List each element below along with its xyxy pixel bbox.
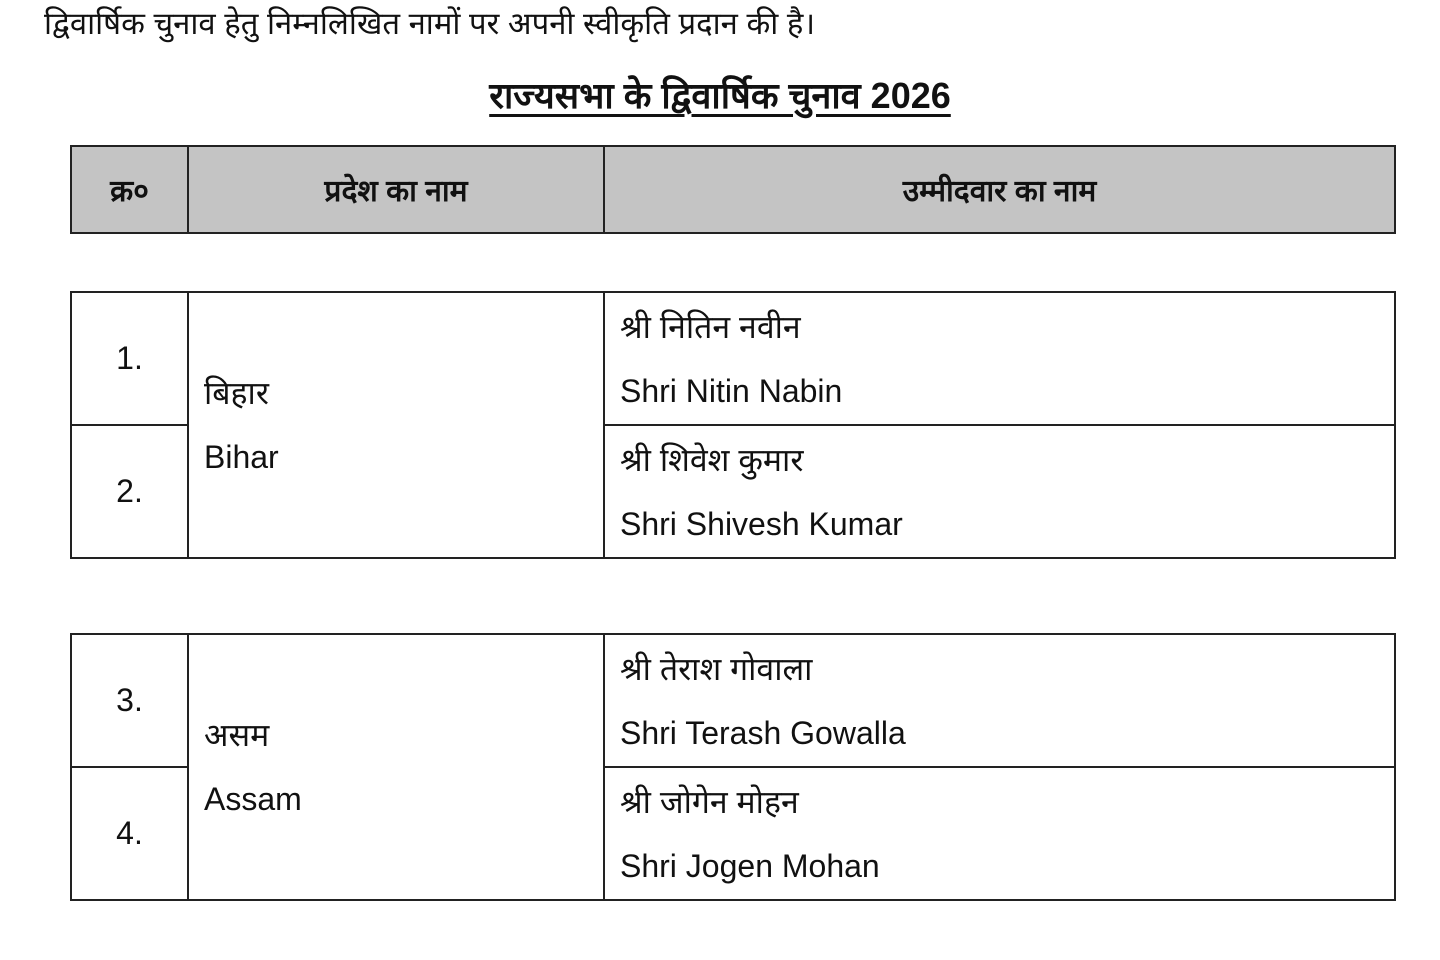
candidate-name-hindi: श्री तेराश गोवाला xyxy=(620,650,813,687)
candidate-name-hindi: श्री जोगेन मोहन xyxy=(620,783,799,820)
candidate-cell xyxy=(604,292,1395,425)
state-name-hindi: असम xyxy=(204,717,270,753)
candidate-cell xyxy=(604,767,1395,900)
candidate-name-hindi: श्री नितिन नवीन xyxy=(620,308,801,345)
header-serial: क्र० xyxy=(71,146,188,233)
page-title: राज्यसभा के द्विवार्षिक चुनाव 2026 xyxy=(489,75,951,116)
table-row xyxy=(71,292,1395,425)
table-header xyxy=(70,145,1396,234)
header-candidate: उम्मीदवार का नाम xyxy=(604,146,1395,233)
serial-cell: 3. xyxy=(71,634,188,767)
state-table-assam xyxy=(70,633,1396,901)
state-name-english: Assam xyxy=(204,781,302,817)
candidate-name-english: Shri Terash Gowalla xyxy=(620,714,906,751)
serial-cell: 2. xyxy=(71,425,188,558)
state-name-english: Bihar xyxy=(204,439,279,475)
state-cell xyxy=(188,292,604,558)
serial-cell: 4. xyxy=(71,767,188,900)
candidate-name-english: Shri Shivesh Kumar xyxy=(620,505,903,542)
candidate-name-english: Shri Jogen Mohan xyxy=(620,847,880,884)
candidate-cell xyxy=(604,425,1395,558)
candidate-cell xyxy=(604,634,1395,767)
intro-text: द्विवार्षिक चुनाव हेतु निम्नलिखित नामों पर अपनी स्वीकृति प्रदान की है। xyxy=(44,6,816,41)
candidate-name-hindi: श्री शिवेश कुमार xyxy=(620,441,804,478)
state-cell xyxy=(188,634,604,900)
candidate-name-english: Shri Nitin Nabin xyxy=(620,372,843,409)
state-table-bihar xyxy=(70,291,1396,559)
state-name-hindi: बिहार xyxy=(204,375,269,411)
table-row xyxy=(71,634,1395,767)
header-state: प्रदेश का नाम xyxy=(188,146,604,233)
serial-cell: 1. xyxy=(71,292,188,425)
